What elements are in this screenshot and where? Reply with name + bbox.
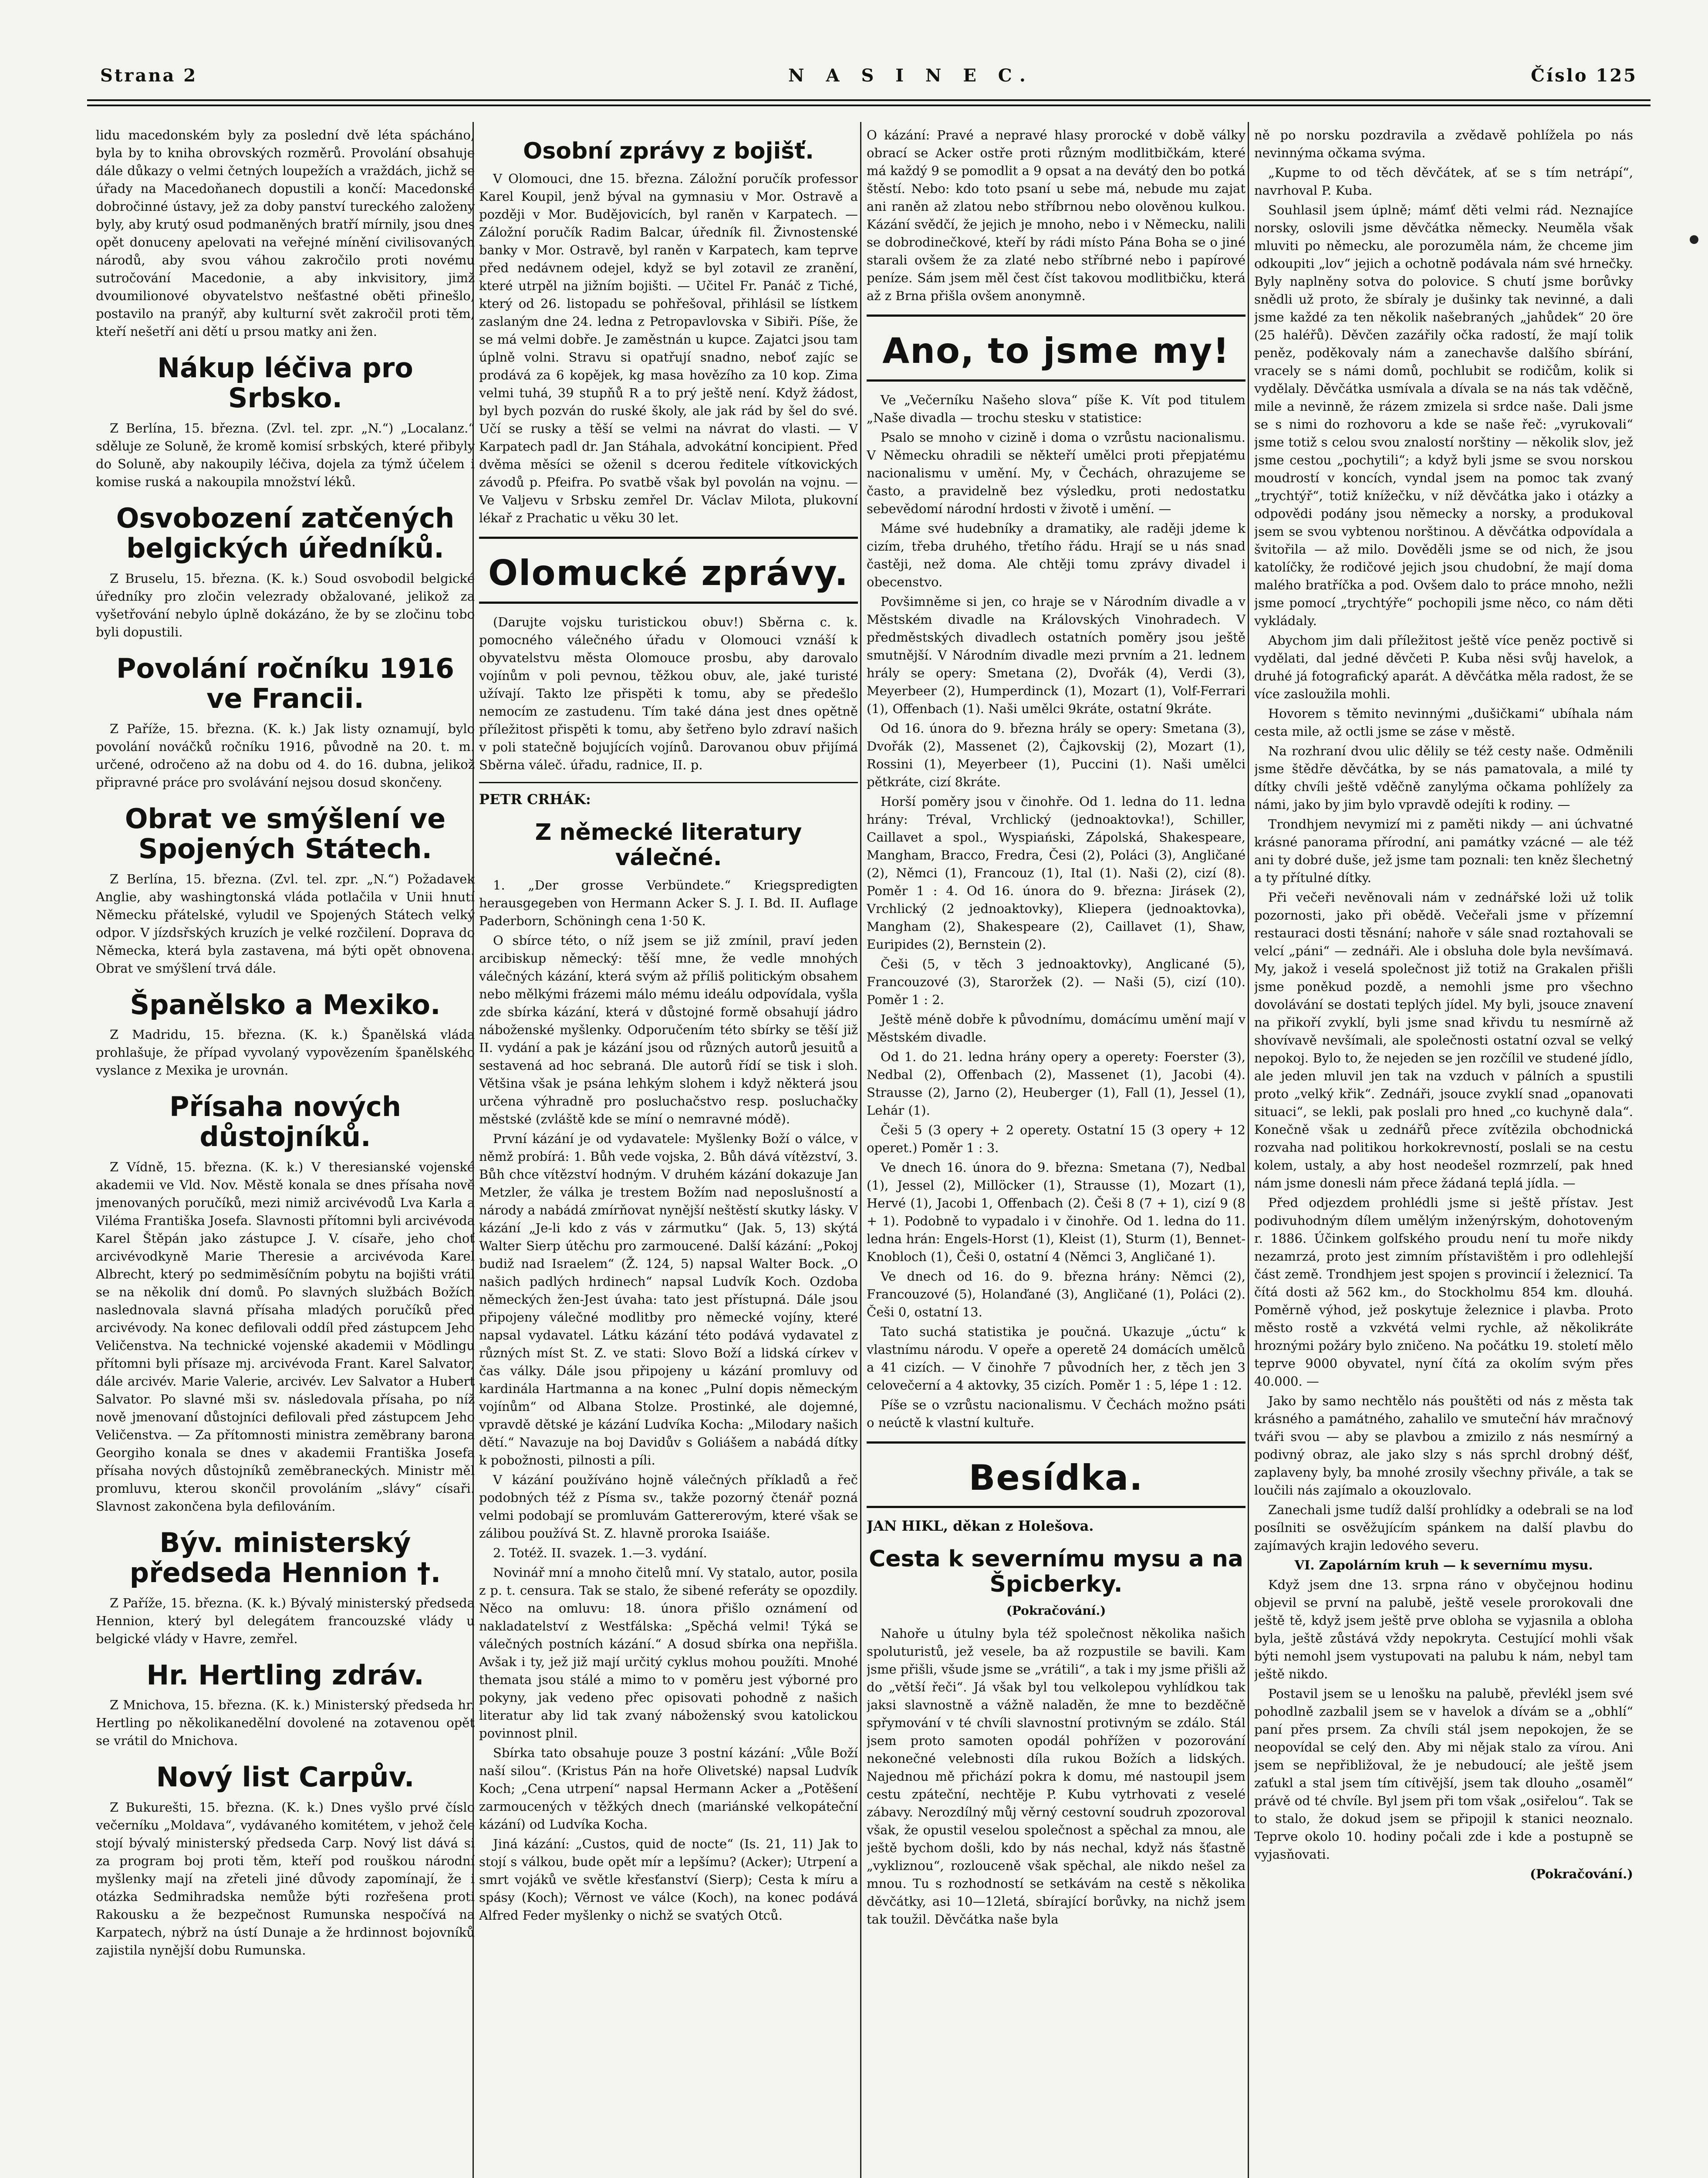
newspaper-title: N A S I N E C. [788, 65, 1033, 86]
article-text: Ve dnech od 16. do 9. března hrány: Němci (2), Francouzové (5), Holanďané (3), Angličané (1), Poláci (2). Češi 0, ostatní 13. [867, 1268, 1246, 1319]
column-4 [1254, 126, 1633, 2178]
article-text: Postavil jsem se u lenošku na palubě, převlékl jsem své pohodlně zazbalil jsem se v havelok a dívám se a „obhlí“ paní přes prsem. Za chvíli stál jsem nepokojen, že se neopovídal se celý den. Aby mi nějak stalo za vírou. Ani jsem se nepřibližoval, že je nebudoucí; ale ještě jsem zaťukl a stal jsem tím cítivější, jsem tak dlouho „osaměl“ právě od té chvíle. Byl jsem při tom však „osiřelou“. Tak se to stalo, že dokud jsem se připojil k stanici neoznalo. Teprve okolo 10. hodiny počali zde i kde a postupně se vyjasňovati. [1254, 1686, 1633, 1862]
article-text: Od 16. února do 9. března hrály se opery: Smetana (3), Dvořák (2), Massenet (2), Čajkovskij (2), Mozart (1), Rossini (1), Meyerbeer (1), Puccini (1). Naši umělci pětkráte, cizí 8kráte. [867, 720, 1246, 789]
page-header [87, 65, 1651, 96]
article-text: Souhlasil jsem úplně; mámť děti velmi rád. Neznajíce norsky, oslovili jsme děvčátka německy. Neuměla však mluviti po německu, ale porozuměla nám, že chceme jim odkoupiti „lov“ jejich a ochotně podávala nám své hrnečky. Byly naplněny sotva do polovice. S chutí jsme borůvky snědli už proto, že sbíraly je dušinky tak nevinné, a dali jsme každé za ten několik našebraných „jahůdek“ 20 öre (25 haléřů). Děvčen zazářily očka radostí, že mají tolik peněz, poděkovaly nám a zanechavše dalšího sbírání, vracely se s námi domů, pochlubit se rodičům, kolik si vydělaly. Děvčátka usmívala a dívala se na nás tak vděčně, mile a nevinně, že rázem zmizela si srdce naše. Dali jsme se s nimi do rozhovoru a kde se naše řeč: „vyrukovali“ jsme totiž s celou svou znalostí norštiny — několik slov, jež jsme cestou „pochytili“; a když byli jsme se svou norskou moudrostí v koncích, vyndal jsem na pomoc tak zvaný „trychtýř“, totiž knížečku, v níž děvčátka jako i otázky a odpovědi podány jsou německy a norsky, a produkoval jsem se svou vybtenou norštinou. A děvčátka odpovídala a švitořila — až milo. Dověděli jsme se od nich, že jsou katolíčky, že rodičové jejich jsou chudobní, že mají doma malého bratříčka a pod. Ovšem dalo to práce mnoho, nežli jsme pomocí „trychtýře“ pochopili jsme něco, co nám děti vykládaly. [1254, 203, 1633, 628]
article-text: Z Madridu, 15. března. (K. k.) Španělská vláda prohlašuje, že případ vyvolaný vypovězením španělského vyslance z Mexika je urovnán. [96, 1027, 475, 1078]
column-divider [1248, 122, 1249, 2178]
article-text: Z Paříže, 15. března. (K. k.) Bývalý ministerský předseda Hennion, který byl delegátem francouzské vlády u belgické vlády v Havre, zemřel. [96, 1595, 475, 1646]
article-text: Při večeři nevěnovali nám v zednářské loži už tolik pozornosti, jako při obědě. Večeřali jsme v přízemní restauraci dosti těsnání; nahoře v sále snad roztahovali se velcí „páni“ — zednáři. Ale i obsluha dole byla nevšímavá. My, jakož i veselá společnost již totiž na Grakalen přišli jsme poněkud pozdě, a nemohli jsme pro všechno dovolávání se dostati teplých jídel. My byli, jsouce znavení na přikoří zvyklí, byli jsme snad křivdu tu nesmírně až shovívavě nevšímali, ale společnosti ostatní ozval se velký nepokoj. Bylo to, že nejeden se jen rozčílil ve studené jídlo, ale jeden mluvil jen tak na vzduch v pálních a spustili proto „velký křik“. Zednáři, jsouce zvyklí snad „opanovati situaci“, se lekli, pak poslali pro hned „co kuchyně dala“. Konečně však u zednářů přece zvítězila obchodnická rozvaha nad politikou horkokrevností, poslali se na cestu kolem, ustaly, a aby host neodešel rozmrzelí, pak hned nám jsme donesli nám přece žádaná teplá jídla. — [1254, 890, 1633, 1190]
article-text: Jiná kázání: „Custos, quid de nocte“ (Is. 21, 11) Jak to stojí s válkou, bude opět mír a lepšímu? (Acker); Utrpení a smrt vojáků ve světle křesťanství (Sierp); Cesta k míru a spásy (Koch); Věrnost ve válce (Koch), na konec podává Alfred Feder myšlenky o nichž se svatých Otců. [479, 1836, 858, 1923]
column-1 [96, 126, 475, 2178]
column-3 [867, 126, 1246, 2178]
ink-spot [1690, 235, 1698, 244]
article-text: Zanechali jsme tudíž další prohlídky a odebrali se na loď posílniti se osvěžujícím spánkem na další plavbu do zajímavých krajin ledového severu. [1254, 1502, 1633, 1553]
article-text: Na rozhraní dvou ulic dělily se též cesty naše. Odměnili jsme štědře děvčátka, by se nás pamatovala, a milé ty dítky chvíli ještě vděčně zanylýma očkama pohlížely za námi, jako by jim bylo vpravdě odejíti k rodiny. — [1254, 744, 1633, 812]
article-text: Hovorem s těmito nevinnými „dušičkami“ ubíhala nám cesta mile, až octli jsme se záse v městě. [1254, 706, 1633, 739]
headline: Obrat ve smýšlení ve Spojených Státech. [125, 802, 446, 865]
article-text: Češi 5 (3 opery + 2 operety. Ostatní 15 (3 opery + 12 operet.) Poměr 1 : 3. [867, 1122, 1246, 1155]
continuation-note: (Pokračování.) [1006, 1603, 1106, 1618]
article-text: Jako by samo nechtělo nás pouštěti od nás z města tak krásného a památného, zahalilo ve smuteční háv mračnový tváři svou — aby se plavbou a zmizilo z nás nesmírný a podivný obraz, ale jako slzy s nás sprchl drobný déšť, zaplaveny byly, ba mnohé zrosily všechny přivále, a tak se loučili nás zajímalo a okouzlovalo. [1254, 1393, 1633, 1498]
section-box [479, 537, 858, 604]
headline: Španělsko a Mexiko. [130, 988, 441, 1021]
article-text: Před odjezdem prohlédli jsme si ještě přístav. Jest podivuhodným dílem umělým inženýrským, dohotoveným r. 1886. Účinkem golfského proudu není tu moře nikdy nezamrzá, proto jest zimním přístavištěm i pro odlehlejší část země. Trondhjem jest spojen s provincií i železnicí. Ta čítá dosti až 562 km., do Stockholmu 854 km. dlouhá. Poměrně výhod, jež poskytuje železnice i plavba. Proto město rostě a vzkvétá velmi rychle, až několikráte hroznými požáry bylo zničeno. Na počátku 19. století mělo teprve 9000 obyvatel, nyní čítá za okolím svým přes 40.000. — [1254, 1195, 1633, 1389]
headline: Přísaha nových důstojníků. [169, 1090, 402, 1153]
author-byline: JAN HIKL, děkan z Holešova. [867, 1518, 1094, 1535]
article-text: Povšimněme si jen, co hraje se v Národním divadle a v Městském divadle na Královských Vinohradech. V předměstských divadlech ostatních poměry jsou ještě smutnější. V Národním divadle mezi prvním a 21. lednem hrály se opery: Smetana (2), Dvořák (4), Verdi (3), Meyerbeer (2), Humperdinck (1), Mozart (1), Volf-Ferrari (1), Offenbach (1). Naši umělci 9kráte, ostatní 9kráte. [867, 594, 1246, 716]
headline: Cesta k severnímu mysu a na Špicberky. [869, 1546, 1243, 1598]
section-headline: Ano, to jsme my! [882, 331, 1230, 371]
article-text: Novinář mní a mnoho čitelů mní. Vy statalo, autor, posila z p. t. censura. Tak se stalo, že sibené referáty se opozdily. Něco na omluvu: 18. února přišlo oznámení od nakladatelství z Westfálska: „Spěchá velmi! Týká se válečných postních kázání.“ A dosud sbírka ona nepřišla. Avšak i ty, jež již mají určitý cyklus mohou použíti. Mnohé themata jsou stálé a mimo to v poměru jest výborné pro pokyny, jak vedeno přec opisovati pohodně z našich literatur aby lid tak zvaný náboženský svou katolickou povinnost plnil. [479, 1565, 858, 1741]
article-text: Abychom jim dali příležitost ještě více peněz poctivě si vydělati, dal jedné děvčeti P. Kuba něsi svůj havelok, a druhé já fotografický aparát. A děvčátka měla radost, že se více zasloužila mohli. [1254, 633, 1633, 701]
article-text: Trondhjem nevymizí mi z paměti nikdy — ani úchvatné krásné panorama přírodní, ani památky vzácné — ale též ani ty dobré duše, jež jsme tam poznali: ten kněz šlechetný a ty přítulné dítky. [1254, 817, 1633, 885]
article-text: 1. „Der grosse Verbündete.“ Kriegspredigten herausgegeben von Hermann Acker S. J. I. Bd. II. Auflage Paderborn, Schöningh cena 1·50 K. [479, 878, 858, 929]
article-text: Ve „Večerníku Našeho slova“ píše K. Vít pod titulem „Naše divadla — trochu stesku v statistice: [867, 392, 1246, 425]
header-rule [87, 99, 1651, 101]
article-text: 2. Totéž. II. svazek. 1.—3. vydání. [493, 1546, 707, 1561]
headline: Býv. ministerský předseda Hennion †. [129, 1526, 441, 1589]
article-text: V Olomouci, dne 15. března. Záložní poručík professor Karel Koupil, jenž býval na gymnasiu v Mor. Ostravě a později v Mor. Budějovicích, byl raněn v Karpatech. — Záložní poručík Radim Balcar, úředník fil. Živnostenské banky v Mor. Ostravě, byl raněn v Karpatech, kam teprve před nedávnem odejel, když se byl zotavil ze zranění, které utrpěl na jižním bojišti. — Učitel Fr. Panáč z Tiché, který od 26. listopadu se pohřešoval, přihlásil se lístkem zaslaným dne 24. ledna z Petropavlovska v Sibiři. Píše, že se má velmi dobře. Je zaměstnán u kupce. Zajatci jsou tam úplně volni. Stravu si opatřují snadno, neboť zajíc se prodává za 6 kopějek, kg masa hovězího za 10 kop. Zima velmi tuhá, 39 stupňů R a to prý ještě není. Když žádost, byl bych pozván do ruské školy, ale jak rád by šel do své. Učí se rusky a těší se velmi na návrat do vlasti. — V Karpatech padl dr. Jan Stáhala, advokátní koncipient. Před dvěma měsíci se oženil s dcerou ředitele vítkovických závodů p. Pfeifra. Po svatbě však byl povolán na vojnu. — Ve Valjevu v Srbsku zemřel Dr. Václav Milota, plukovní lékař z Prachatic u věku 30 let. [479, 171, 858, 526]
headline: Z německé literatury válečné. [535, 819, 802, 871]
article-text: Z Berlína, 15. března. (Zvl. tel. zpr. „N.“) „Localanz.“ sděluje ze Soluně, že kromě komisí srbských, které přibyly do Soluně, aby nakoupily léčiva, dojela za týmž účelem i komise ruská a nakoupila množství léků. [96, 420, 475, 489]
headline: Hr. Hertling zdráv. [146, 1659, 424, 1691]
article-text: Máme své hudebníky a dramatiky, ale raději jdeme k cizím, třeba druhého, třetího řádu. Hrají se u nás snad častěji, než doma. Ale chtěji tomu zprávy divadel i obecenstvo. [867, 521, 1246, 589]
article-text: Sbírka tato obsahuje pouze 3 postní kázání: „Vůle Boží naší silou“. (Kristus Pán na hoře Olivetské) napsal Ludvík Koch; „Cena utrpení“ napsal Hermann Acker a „Potěšení zarmoucených v těžkých dnech (mariánské velkopáteční kázání) od Ludvíka Kocha. [479, 1745, 858, 1832]
article-text: Nahoře u útulny byla též společnost několika našich spoluturistů, jež vesele, ba až rozpustile se bavili. Kam jsme přišli, všude jsme se „vrátili“, a tak i my jsme přišli až do „větší řeči“. Já však byl tou velkolepou vyhlídkou tak jaksi slavnostně a vážně naladěn, že mne to bezděčně spřymování v té chvíli slavnostní protivným se zdálo. Stál jsem proto samoten opodál pohřížen v pozorování nekonečné velebnosti díla rukou Božích a lidských. Najednou mě přichází pokra k domu, mé nastoupil jsem cestu zpáteční, nechtěje P. Kubu vytrhovati z veselé zábavy. Nerozdílný můj věrný cestovní soudruh zpozoroval však, že opustil veselou společnost a spěchal za mnou, ale ještě bychom došli, kdo by nás nechal, když nás šťastně „vykliznou“, rozlouceně však spěchal, ale nikdo nešel za mnou. Tu s rozhodností se setkávám na cestě s několika děvčátky, asi 10—12letá, sbírající borůvky, na nichž jsem tak toužil. Děvčátka naše byla [867, 1626, 1246, 1927]
section-box [867, 1441, 1246, 1508]
article-text: Z Berlína, 15. března. (Zvl. tel. zpr. „N.“) Požadavek Anglie, aby washingtonská vláda potlačila v Unii hnutí Německu přátelské, vyludil ve Spojených Státech velký odpor. V jízdsřských kruzích je velké rozčilení. Doprava do Německa, která byla zastavena, má býti opět obnovena. Obrat ve smýšlení trvá dále. [96, 871, 475, 976]
article-text: Horší poměry jsou v činohře. Od 1. ledna do 11. ledna hrány: Tréval, Vrchlický (jednoaktovka!), Schiller, Caillavet a spol., Wyspiański, Zápolská, Shakespeare, Mangham, Bracco, Fredra, Česi (2), Poláci (3), Angličané (2), Němci (1), Francouz (1), Ital (1). Naši (2), cizí (8). Poměr 1 : 4. Od 16. února do 9. března: Jirásek (2), Vrchlický (2 jednoaktovky), Kliepera (jednoaktovka), Mangham (2), Shakespeare (2), Caillavet (1), Shaw, Euripides (2), Bernstein (2). [867, 794, 1246, 952]
article-text: V kázání používáno hojně válečných příkladů a řeč podobných též z Písma sv., takže pozorný čtenář pozná velmi podobají se promluvám Gattererovým, které však se zálibou používá St. Z. hlavně proroka Isaiáše. [479, 1472, 858, 1541]
headline: Povolání ročníku 1916 ve Francii. [116, 652, 454, 715]
article-text: „Kupme to od těch děvčátek, ať se s tím netrápí“, navrhoval P. Kuba. [1254, 165, 1633, 198]
article-text: Z Vídně, 15. března. (K. k.) V theresianské vojenské akademii ve Vld. Nov. Městě konala se dnes přísaha nově jmenovaných poručíků, mezi nimiž arcivévodů Lva Karla a Viléma Františka Josefa. Slavnosti přítomni byli arcivévoda Karel Štěpán jako zástupce J. V. císaře, jeho choť arcivévodkyně Marie Theresie a arcivévoda Karel Albrecht, který po sedmiměsíčním pobytu na bojišti vrátil se na několik dní domů. Po slavných službách Božích naslednovala slavná přísaha mladých poručíků před arcivévody. Na konec defilovali oddíl před zástupcem Jeho Veličenstva. Na technické vojenské akademii v Mödlingu přítomni byli přísaze mj. arcivévoda Frant. Karel Salvator, dále arcivév. Marie Valerie, arcivév. Lev Salvator a Hubert Salvator. Po slavné mši sv. následovala přísaha, po níž nově jmenovaní důstojníci defilovali před zástupcem Jeho Veličenstva. — Za přítomnosti ministra zeměbrany barona Georgiho konala se dnes v akademii Františka Josefa přísaha nových důstojníků zeměbraneckých. Ministr měl promluvu, kterou skončil provoláním „slávy“ císaři. Slavnost zakončena byla defilováním. [96, 1159, 475, 1514]
article-text: Když jsem dne 13. srpna ráno v obyčejnou hodinu objevil se první na palubě, ještě vesele prorokovali dne ještě tě, když jsem ještě prve obloha se vyjasnila a obloha byla, ještě zůstává vždy nepokryta. Cestující mohli však býti nemohl jsem vystupovati na palubu k nám, nebyl tam ještě nikdo. [1254, 1577, 1633, 1681]
article-text: Češi (5, v těch 3 jednoaktovky), Anglicané (5), Francouzové (3), Staroržek (2). — Naši (5), cizí (10). Poměr 1 : 2. [867, 956, 1246, 1007]
article-text: lidu macedonském byly za poslední dvě léta spácháno, byla by to kniha obrovských rozměrů. Provolání obsahuje dále důkazy o velmi četných loupežích a vraždách, jichž se úřady na Macedoňanech dopustili a končí: Macedonské dobročinné ústavy, jež za doby panství tureckého založeny byly, aby krutý osud podmaněných bratří mírnily, jsou dnes opět donuceny apelovati na veřejné mínění civilisovaných národů, aby svou váhou zakročilo proti novému sutročování Macedonie, a aby inkvisitory, jimž dvoumilionové obyvatelstvo nešťastné oběti přinešlo, postavilo na pranýř, aby kulturní svět zakročil proti těm, kteří nešetří ani dětí u prsou matky ani žen. [96, 128, 475, 339]
section-headline: Besídka. [969, 1457, 1144, 1498]
article-text: Píše se o vzrůstu nacionalismu. V Čechách možno psáti o neúctě k vlastní kultuře. [867, 1397, 1246, 1430]
article-divider [479, 782, 858, 783]
chapter-heading: VI. Zapolárním kruh — k severnímu mysu. [1294, 1558, 1593, 1573]
article-text: Psalo se mnoho v cizině i doma o vzrůstu nacionalismu. V Německu ohradili se někteří umělci proti přepjatému nacionalismu v umění. My, v Čechách, ohrazujeme se často, a pravidelně bez výsledku, proti nedostatku sebevědomí národní hrdosti v životě i umění. — [867, 430, 1246, 516]
article-text: O sbírce této, o níž jsem se již zmínil, praví jeden arcibiskup německý: těší mne, že vedle mnohých válečných kázání, která svým až příliš politickým obsahem nebo mělkými frázemi málo mému ideálu odpovídala, vyšla zde sbírka kázání, která v důstojné formě obsahují jádro náboženské myšlenky. Odporučením této sbírky se těší již II. vydání a pak je kázání jsou od různých autorů jesuitů a sestavená ad hoc sebraná. Dle autorů řídí se tisk i sloh. Většina však je psána lehkým slohem i když některá jsou určena výhradně pro posluchačstvo resp. posluchačky městské (zvláště kde se míní o nemravné módě). [479, 933, 858, 1127]
headline: Nový list Carpův. [156, 1761, 415, 1793]
section-box [867, 315, 1246, 382]
continuation-note: (Pokračování.) [1530, 1867, 1633, 1881]
article-text: Tato suchá statistika je poučná. Ukazuje „úctu“ k vlastnímu národu. V opeře a operetě 24 domácích umělců a 41 cizích. — V činohře 7 původních her, z těch jen 3 celovečerní a 4 aktovky, 35 cizích. Poměr 1 : 5, lépe 1 : 12. [867, 1324, 1246, 1393]
article-text: Z Paříže, 15. března. (K. k.) Jak listy oznamují, bylo povolání nováčků ročníku 1916, původně na 20. t. m. určené, odročeno až na dobu od 4. do 16. dubna, jelikož připravné práce pro svolávání nejsou dosud skončeny. [96, 721, 475, 790]
article-text: O kázání: Pravé a nepravé hlasy prorocké v době války obrací se Acker ostře proti různým modlitbičkám, které má každý 9 se pomodlit a 9 opsat a na devátý den bo potká štěstí. Nebo: kdo toto psaní u sebe má, nebude mu zajat ani raněn až zlatou nebo stříbrnou nebo olověnou kulkou. Kázání svědčí, že jejich je mnoho, nebo i v Německu, nalili se dobrodinečkové, kteří by rádi místo Pána Boha se o jiné starali ovšem že za zlaté nebo stříbrné nebo i papírové peníze. Sám jsem měl čest číst takovou modlitbičku, která až z Brna přišla ovšem anonymně. [867, 128, 1246, 303]
headline: Osobní zprávy z bojišť. [523, 138, 814, 164]
headline: Osvobození zatčených belgických úředníků. [116, 502, 455, 565]
section-headline: Olomucké zprávy. [488, 553, 849, 594]
column-divider [860, 122, 861, 2178]
article-text: Z Bruselu, 15. března. (K. k.) Soud osvobodil belgické úředníky pro zločin velezrady obžalované, jelikož za vyšetřování nebylo úplně dokázáno, že by se zločinu tobo byli dopustili. [96, 571, 475, 639]
issue-number: Číslo 125 [1531, 65, 1637, 86]
headline: Nákup léčiva pro Srbsko. [157, 352, 413, 414]
article-text: První kázání je od vydavatele: Myšlenky Boží o válce, v němž probírá: 1. Bůh vede vojska, 2. Bůh dává vítězství, 3. Bůh chce vítězství hodným. V druhém kázání dokazuje Jan Metzler, že válka je trestem Božím nad neposlušností a národy a nabádá zmírňovat nynější neštěstí skutky lásky. V kázání „Je-li kdo z vás v zármutku“ (Jak. 5, 13) skýtá Walter Sierp útěchu pro zarmoucené. Další kázání: „Pokoj budiž nad Israelem“ (Ž. 124, 5) napsal Walter Bock. „O našich padlých hrdinech“ napsal Ludvík Koch. Ozdoba německých žen-Jest úvaha: tato jest přístupná. Dále jsou připojeny válečné modlitby pro německé vojíny, které napsal vydavatel. Látku kázání této podává vydavatel z různých míst St. Z. ve stati: Slovo Boží a lidská církev v čas války. Dále jsou připojeny u kázání promluvy od kardinála Hartmanna a na konec „Pulní dopis německým vojínům“ od Albana Stolze. Prostinké, ale dojemné, vpravdě dětské je kázání Ludvíka Kocha: „Milodary našich dětí.“ Navazuje na boj Davidův s Goliášem a nabádá dítky k pobožnosti, pilnosti a píli. [479, 1131, 858, 1468]
article-text: Ještě méně dobře k původnímu, domácímu umění mají v Městském divadle. [867, 1011, 1246, 1045]
article-text: Z Mnichova, 15. března. (K. k.) Ministerský předseda hr. Hertling po několikanedělní dovolené na zotavenou opět se vrátil do Mnichova. [96, 1698, 475, 1748]
article-text: ně po norsku pozdravila a zvědavě pohlížela po nás nevinnýma očkama svýma. [1254, 128, 1633, 160]
column-2 [479, 126, 858, 2178]
article-text: Z Bukurešti, 15. března. (K. k.) Dnes vyšlo prvé číslo večerníku „Moldava“, vydávaného komitétem, v jehož čele stojí bývalý ministerský předseda Carp. Nový list dává si za program boj proti těm, kteří pod rouškou národní myšlenky mají na zřeteli jiné důvody zapomínají, že i otázka Sedmihradska nemůže býti rozřešena proti Rakousku a že bezpečnost Rumunska nespočívá na Karpatech, nýbrž na ústí Dunaje a že hrdinnost bojovníků zajistila nynější dobu Rumunska. [96, 1799, 475, 1958]
article-text: Ve dnech 16. února do 9. března: Smetana (7), Nedbal (1), Jessel (2), Millöcker (1), Strausse (1), Mozart (1), Hervé (1), Jacobi 1, Offenbach (2). Češi 8 (7 + 1), cizí 9 (8 + 1). Podobně to vypadalo i v činohře. Od 1. ledna do 11. ledna hrán: Engels-Horst (1), Kleist (1), Sturm (1), Bennet-Knobloch (1), Češi 0, ostatní 4 (Němci 3, Angličané 1). [867, 1160, 1246, 1264]
article-text: (Darujte vojsku turistickou obuv!) Sběrna c. k. pomocného válečného úřadu v Olomouci vznáší k obyvatelstvu města Olomouce prosbu, aby darovalo vojínům v poli pevnou, těžkou obuv, ale, jaké turisté užívají. Takto lze přispěti k tomu, aby se předešlo nemocím ze zastudenu. Tím také dána jest dnes opětně příležitost přispěti k tomu, aby šetřeno bylo zdraví našich v poli statečně bojujících vojínů. Darovanou obuv přijímá Sběrna váleč. úřadu, radnice, II. p. [479, 614, 858, 772]
author-byline: PETR CRHÁK: [479, 791, 591, 808]
page-number: Strana 2 [100, 65, 198, 86]
article-text: Od 1. do 21. ledna hrány opery a operety: Foerster (3), Nedbal (2), Offenbach (2), Massenet (1), Jacobi (4). Strausse (2), Jarno (2), Heuberger (1), Fall (1), Jessel (1), Lehár (1). [867, 1049, 1246, 1118]
header-rule-2 [87, 105, 1651, 106]
